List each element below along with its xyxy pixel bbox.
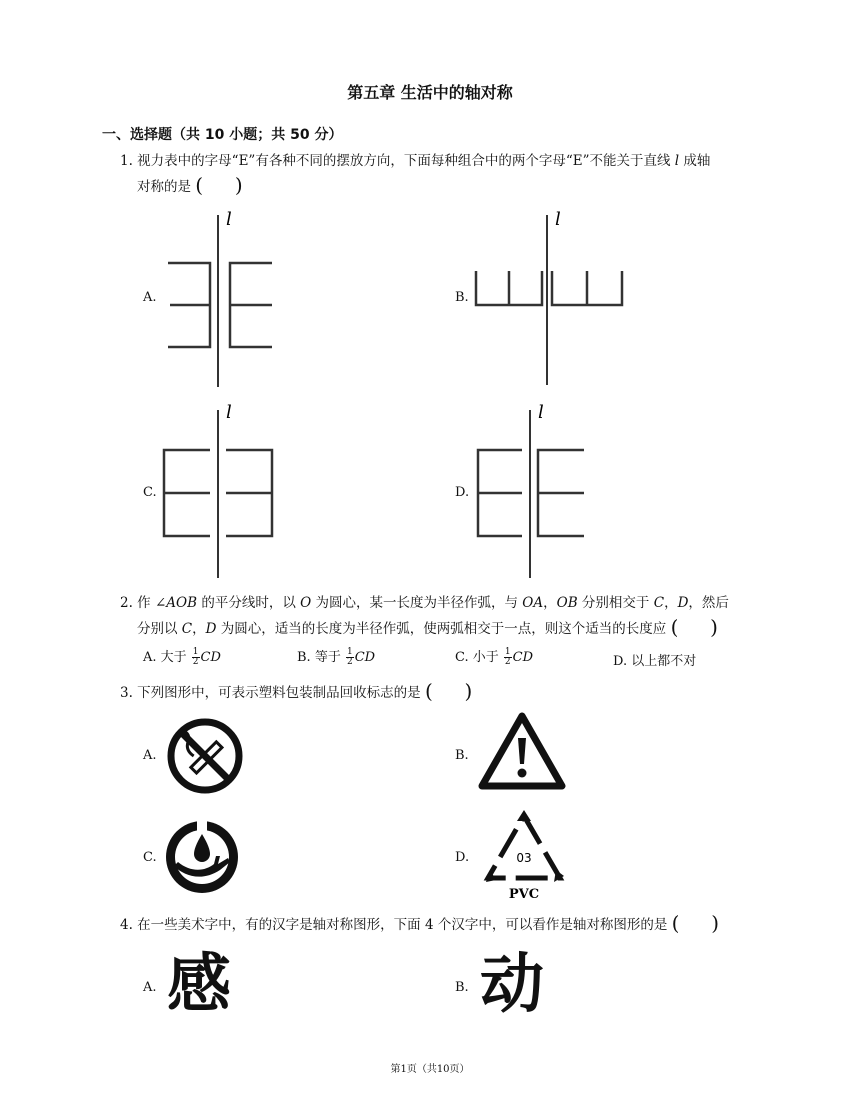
q4-char-a[interactable]: 感 xyxy=(167,948,231,1022)
q2-line2-c: 为圆心，适当的长度为半径作弧，使两弧相交于一点，则这个适当的长度应 xyxy=(216,621,667,637)
q3-text: 3. 下列图形中，可表示塑料包装制品回收标志的是 xyxy=(120,685,421,701)
q1-figure-b[interactable] xyxy=(472,205,632,390)
q3-recycle-label: PVC xyxy=(508,887,540,902)
q2-option-a-text: A. 大于 xyxy=(143,650,187,665)
q3-option-d-label: D. xyxy=(455,850,470,865)
q1-line1-tail: 成轴 xyxy=(683,153,711,169)
q1-c-axis-label: l xyxy=(226,402,232,423)
q1-answer-blank[interactable]: ( ) xyxy=(195,172,243,197)
q2-point-d2: D xyxy=(205,621,217,637)
q2-answer-blank[interactable]: ( ) xyxy=(670,614,718,639)
q2-option-d-text: D. 以上都不对 xyxy=(613,654,697,669)
q1-line2: 对称的是 xyxy=(137,179,191,195)
page-footer: 第1页（共10页） xyxy=(390,1064,470,1075)
q2-option-a[interactable] xyxy=(143,646,221,667)
q4-answer-blank[interactable]: ( ) xyxy=(671,910,720,935)
q2-text-2: 的平分线时，以 xyxy=(197,595,301,611)
q2-option-c-fraction: $\frac{1}{2}$ xyxy=(504,647,511,667)
q3-option-b-label: B. xyxy=(455,748,469,763)
q3-water-saving-icon[interactable] xyxy=(162,816,244,898)
q2-text-4: ， xyxy=(543,595,557,611)
q1-b-axis-label: l xyxy=(555,209,561,230)
question-4-text xyxy=(120,912,780,939)
q3-no-smoking-icon[interactable] xyxy=(167,716,247,796)
question-3-text xyxy=(120,680,780,707)
q2-angle: ∠AOB xyxy=(154,595,198,611)
q2-ray-oa: OA xyxy=(522,595,544,611)
q2-text-5: 分别相交于 xyxy=(577,595,654,611)
q3-recycle-pvc-icon[interactable] xyxy=(478,808,570,904)
q1-var-l: l xyxy=(674,153,680,169)
q4-char-b[interactable]: 动 xyxy=(480,948,544,1022)
q3-answer-blank[interactable]: ( ) xyxy=(424,678,473,703)
q1-line1: 1. 视力表中的字母“E”有各种不同的摆放方向，下面每种组合中的两个字母“E”不能关于直线 xyxy=(120,153,671,169)
q2-option-a-fraction: $\frac{1}{2}$ xyxy=(192,647,199,667)
q2-option-d[interactable] xyxy=(613,650,696,669)
q1-figure-c[interactable] xyxy=(160,400,285,580)
q2-point-c2: C xyxy=(181,621,193,637)
q2-option-b[interactable] xyxy=(297,646,375,667)
q1-option-a-label: A. xyxy=(143,290,157,305)
q2-line2-b: ， xyxy=(192,621,206,637)
q2-line2-a: 分别以 xyxy=(137,621,182,637)
q2-text-7: ，然后 xyxy=(688,595,729,611)
q2-point-d: D xyxy=(677,595,689,611)
q2-option-c-cd: CD xyxy=(512,650,533,665)
q1-option-c-label: C. xyxy=(143,485,157,500)
q2-text-3: 为圆心，某一长度为半径作弧，与 xyxy=(311,595,523,611)
q2-point-c: C xyxy=(653,595,665,611)
q4-text: 4. 在一些美术字中，有的汉字是轴对称图形，下面 4 个汉字中，可以看作是轴对称图形的是 xyxy=(120,917,668,933)
q2-option-a-cd: CD xyxy=(200,650,221,665)
q1-option-b-label: B. xyxy=(455,290,469,305)
q2-option-b-fraction: $\frac{1}{2}$ xyxy=(346,647,353,667)
q2-text-6: ， xyxy=(664,595,678,611)
q2-ray-ob: OB xyxy=(556,595,578,611)
q3-option-a-label: A. xyxy=(143,748,157,763)
q1-figure-d[interactable] xyxy=(472,400,597,580)
q1-figure-a[interactable] xyxy=(160,205,280,390)
question-1-text xyxy=(120,148,770,201)
q2-option-b-text: B. 等于 xyxy=(297,650,341,665)
question-2-text xyxy=(120,590,780,643)
q3-option-c-label: C. xyxy=(143,850,157,865)
q2-text-1: 2. 作 xyxy=(120,595,155,611)
q4-option-b-label: B. xyxy=(455,980,469,995)
q2-point-o: O xyxy=(300,595,312,611)
q2-option-c[interactable] xyxy=(455,646,533,667)
q3-warning-icon[interactable] xyxy=(478,710,568,795)
section-heading: 一、选择题（共 10 小题；共 50 分） xyxy=(102,127,343,143)
q1-option-d-label: D. xyxy=(455,485,470,500)
q2-option-b-cd: CD xyxy=(354,650,376,665)
page-title: 第五章 生活中的轴对称 xyxy=(347,83,513,102)
q4-option-a-label: A. xyxy=(143,980,157,995)
q1-a-axis-label: l xyxy=(226,209,232,230)
q1-d-axis-label: l xyxy=(538,402,544,423)
q2-option-c-text: C. 小于 xyxy=(455,650,499,665)
q3-recycle-code: 03 xyxy=(516,851,532,865)
